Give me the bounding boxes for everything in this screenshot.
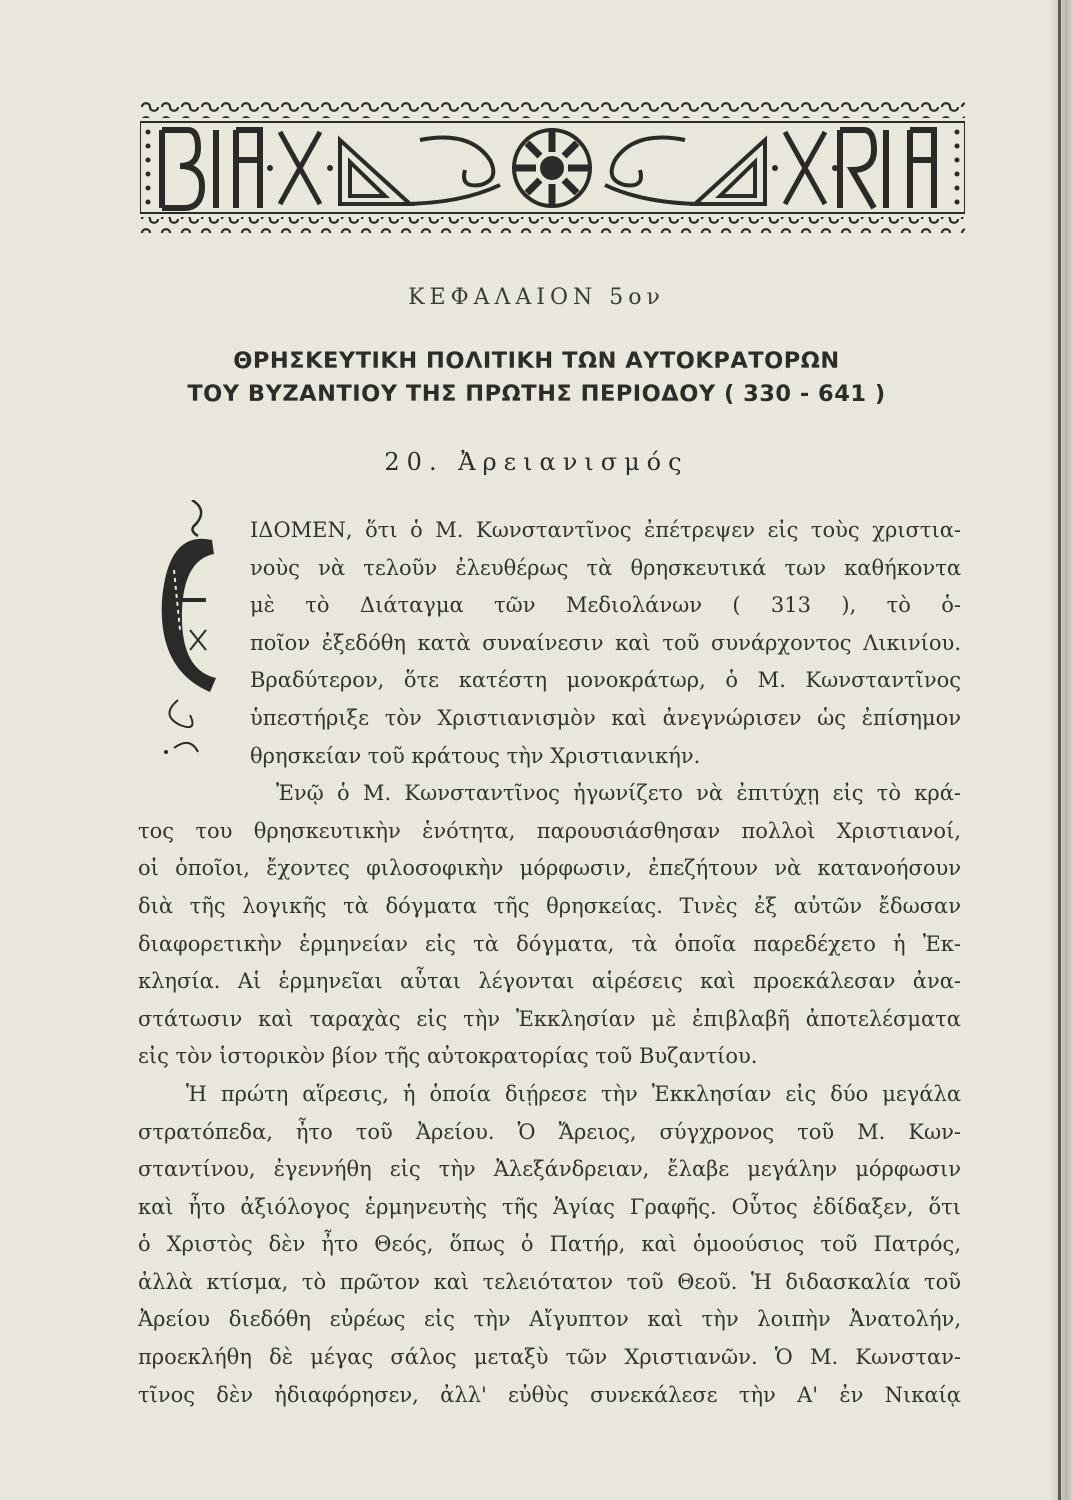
- text-line: τος του θρησκευτικὴν ἑνότητα, παρουσιάσθησαν πολλοὶ Χριστιανοί,: [138, 818, 961, 843]
- page-edge: [1051, 0, 1073, 1500]
- page-edge-shadow: [1058, 0, 1061, 1500]
- text-line: στρατόπεδα, ἦτο τοῦ Ἀρείου. Ὁ Ἄρειος, σύγχρονος τοῦ Μ. Κων-: [138, 1119, 961, 1144]
- title-line-1: ΘΡΗΣΚΕΥΤΙΚΗ ΠΟΛΙΤΙΚΗ ΤΩΝ ΑΥΤΟΚΡΑΤΟΡΩΝ: [233, 348, 840, 374]
- chapter-title: [0, 345, 1073, 411]
- text-line: ὑπεστήριξε τὸν Χριστιανισμὸν καὶ ἀνεγνώρισεν ὡς ἐπίσημον: [250, 705, 961, 730]
- text-line: νοὺς νὰ τελοῦν ἐλευθέρως τὰ θρησκευτικά των καθήκοντα: [250, 555, 961, 580]
- text-line: Βραδύτερον, ὅτε κατέστη μονοκράτωρ, ὁ Μ. Κωνσταντῖνος: [250, 668, 961, 693]
- text-line: προεκλήθη δὲ μέγας σάλος μεταξὺ τῶν Χριστιανῶν. Ὁ Μ. Κωνσταν-: [138, 1345, 961, 1370]
- text-line: διαφορετικὴν ἑρμηνείαν εἰς τὰ δόγματα, τὰ ὁποῖα παρεδέχετο ἡ Ἐκ-: [138, 931, 961, 956]
- ornament-icon: [140, 100, 965, 235]
- ornamental-banner: [140, 100, 965, 235]
- text-line: καὶ ἦτο ἀξιόλογος ἑρμηνευτὴς τῆς Ἁγίας Γραφῆς. Οὗτος ἐδίδαξεν, ὅτι: [138, 1194, 961, 1219]
- text-line: Ἐνῷ ὁ Μ. Κωνσταντῖνος ἠγωνίζετο νὰ ἐπιτύχῃ εἰς τὸ κρά-: [276, 781, 961, 806]
- text-line: οἱ ὁποῖοι, ἔχοντες φιλοσοφικὴν μόρφωσιν, ἐπεζήτουν νὰ κατανοήσουν: [138, 856, 961, 881]
- title-line-2: ΤΟΥ ΒΥΖΑΝΤΙΟΥ ΤΗΣ ΠΡΩΤΗΣ ΠΕΡΙΟΔΟΥ ( 330 - 641 ): [187, 381, 886, 407]
- text-line: ποῖον ἐξεδόθη κατὰ συναίνεσιν καὶ τοῦ συνάρχοντος Λικινίου.: [250, 630, 961, 655]
- text-line: Ἡ πρώτη αἵρεσις, ἡ ὁποία διῄρεσε τὴν Ἐκκλησίαν εἰς δύο μεγάλα: [186, 1081, 961, 1106]
- text-line: σταντίνου, ἐγεννήθη εἰς τὴν Ἀλεξάνδρειαν, ἔλαβε μεγάλην μόρφωσιν: [138, 1157, 961, 1182]
- text-line: θρησκείαν τοῦ κράτους τὴν Χριστιανικήν.: [250, 743, 701, 768]
- body-text: [138, 512, 961, 1414]
- section-heading: 20. Ἀρειανισμός: [384, 448, 689, 476]
- text-line: διὰ τῆς λογικῆς τὰ δόγματα τῆς θρησκείας. Τινὲς ἐξ αὐτῶν ἔδωσαν: [138, 893, 961, 918]
- text-line: ὁ Χριστὸς δὲν ἦτο Θεός, ὅπως ὁ Πατήρ, καὶ ὁμοούσιος τοῦ Πατρός,: [138, 1232, 961, 1257]
- text-line: Ἀρείου διεδόθη εὐρέως εἰς τὴν Αἴγυπτον καὶ τὴν λοιπὴν Ἀνατολήν,: [138, 1307, 961, 1332]
- chapter-label: ΚΕΦΑΛΑΙΟΝ 5ον: [408, 285, 665, 310]
- text-line: τῖνος δὲν ἠδιαφόρησεν, ἀλλ' εὐθὺς συνεκάλεσε τὴν Α' ἐν Νικαίᾳ: [138, 1382, 961, 1407]
- text-line: ἀλλὰ κτίσμα, τὸ πρῶτον καὶ τελειότατον τοῦ Θεοῦ. Ἡ διδασκαλία τοῦ: [138, 1269, 961, 1294]
- text-line: μὲ τὸ Διάταγμα τῶν Μεδιολάνων ( 313 ), τὸ ὁ-: [250, 593, 961, 618]
- text-line: εἰς τὸν ἱστορικὸν βίον τῆς αὐτοκρατορίας τοῦ Βυζαντίου.: [138, 1044, 758, 1069]
- text-line: ΙΔΟΜΕΝ, ὅτι ὁ Μ. Κωνσταντῖνος ἐπέτρεψεν εἰς τοὺς χριστια-: [250, 518, 961, 542]
- text-line: κλησία. Αἱ ἑρμηνεῖαι αὗται λέγονται αἱρέσεις καὶ προεκάλεσαν ἀνα-: [138, 969, 961, 994]
- text-line: στάτωσιν καὶ ταραχὰς εἰς τὴν Ἐκκλησίαν μὲ ἐπιβλαβῆ ἀποτελέσματα: [138, 1006, 961, 1031]
